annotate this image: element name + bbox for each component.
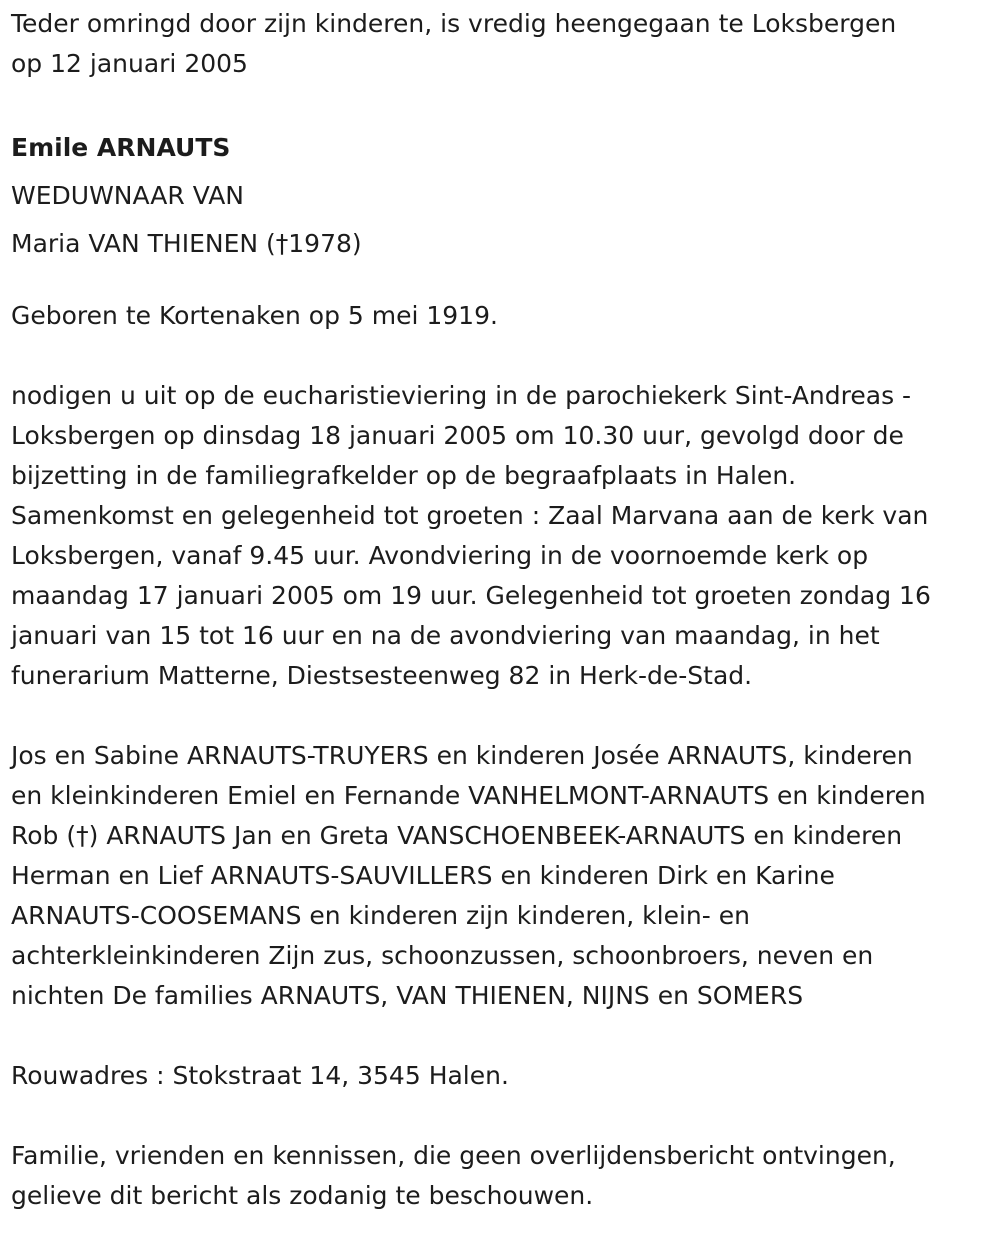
family-line: nichten De families ARNAUTS, VAN THIENEN, NIJNS en SOMERS — [11, 981, 804, 1010]
address-line: Rouwadres : Stokstraat 14, 3545 Halen. — [11, 1061, 509, 1090]
notice-line: gelieve dit bericht als zodanig te beschouwen. — [11, 1181, 594, 1210]
spouse-name: Maria VAN THIENEN (†1978) — [11, 229, 362, 258]
ceremony-line: Loksbergen op dinsdag 18 januari 2005 om 10.30 uur, gevolgd door de — [11, 421, 904, 450]
family-line: Jos en Sabine ARNAUTS-TRUYERS en kinderen Josée ARNAUTS, kinderen — [11, 741, 913, 770]
family-line: ARNAUTS-COOSEMANS en kinderen zijn kinderen, klein- en — [11, 901, 750, 930]
ceremony-line: funerarium Matterne, Diestsesteenweg 82 in Herk-de-Stad. — [11, 661, 753, 690]
family-line: en kleinkinderen Emiel en Fernande VANHELMONT-ARNAUTS en kinderen — [11, 781, 926, 810]
ceremony-paragraph — [11, 376, 989, 696]
family-line: Rob (†) ARNAUTS Jan en Greta VANSCHOENBEEK-ARNAUTS en kinderen — [11, 821, 903, 850]
obituary-document — [11, 4, 989, 1256]
deceased-block — [11, 124, 989, 268]
intro-paragraph — [11, 4, 989, 84]
ceremony-line: maandag 17 januari 2005 om 19 uur. Gelegenheid tot groeten zondag 16 — [11, 581, 931, 610]
notice-paragraph — [11, 1136, 989, 1216]
ceremony-line: januari van 15 tot 16 uur en na de avondviering van maandag, in het — [11, 621, 880, 650]
deceased-relation: WEDUWNAAR VAN — [11, 181, 245, 210]
intro-line: Teder omringd door zijn kinderen, is vredig heengegaan te Loksbergen — [11, 9, 897, 38]
intro-line: op 12 januari 2005 — [11, 49, 248, 78]
ceremony-line: Loksbergen, vanaf 9.45 uur. Avondviering in de voornoemde kerk op — [11, 541, 869, 570]
ceremony-line: bijzetting in de familiegrafkelder op de begraafplaats in Halen. — [11, 461, 797, 490]
family-line: achterkleinkinderen Zijn zus, schoonzussen, schoonbroers, neven en — [11, 941, 874, 970]
birth-paragraph — [11, 296, 989, 336]
family-line: Herman en Lief ARNAUTS-SAUVILLERS en kinderen Dirk en Karine — [11, 861, 835, 890]
ceremony-line: Samenkomst en gelegenheid tot groeten : Zaal Marvana aan de kerk van — [11, 501, 929, 530]
notice-line: Familie, vrienden en kennissen, die geen overlijdensbericht ontvingen, — [11, 1141, 896, 1170]
deceased-name: Emile ARNAUTS — [11, 133, 231, 162]
ceremony-line: nodigen u uit op de eucharistieviering in de parochiekerk Sint-Andreas - — [11, 381, 912, 410]
address-paragraph — [11, 1056, 989, 1096]
birth-line: Geboren te Kortenaken op 5 mei 1919. — [11, 301, 498, 330]
family-paragraph — [11, 736, 989, 1016]
